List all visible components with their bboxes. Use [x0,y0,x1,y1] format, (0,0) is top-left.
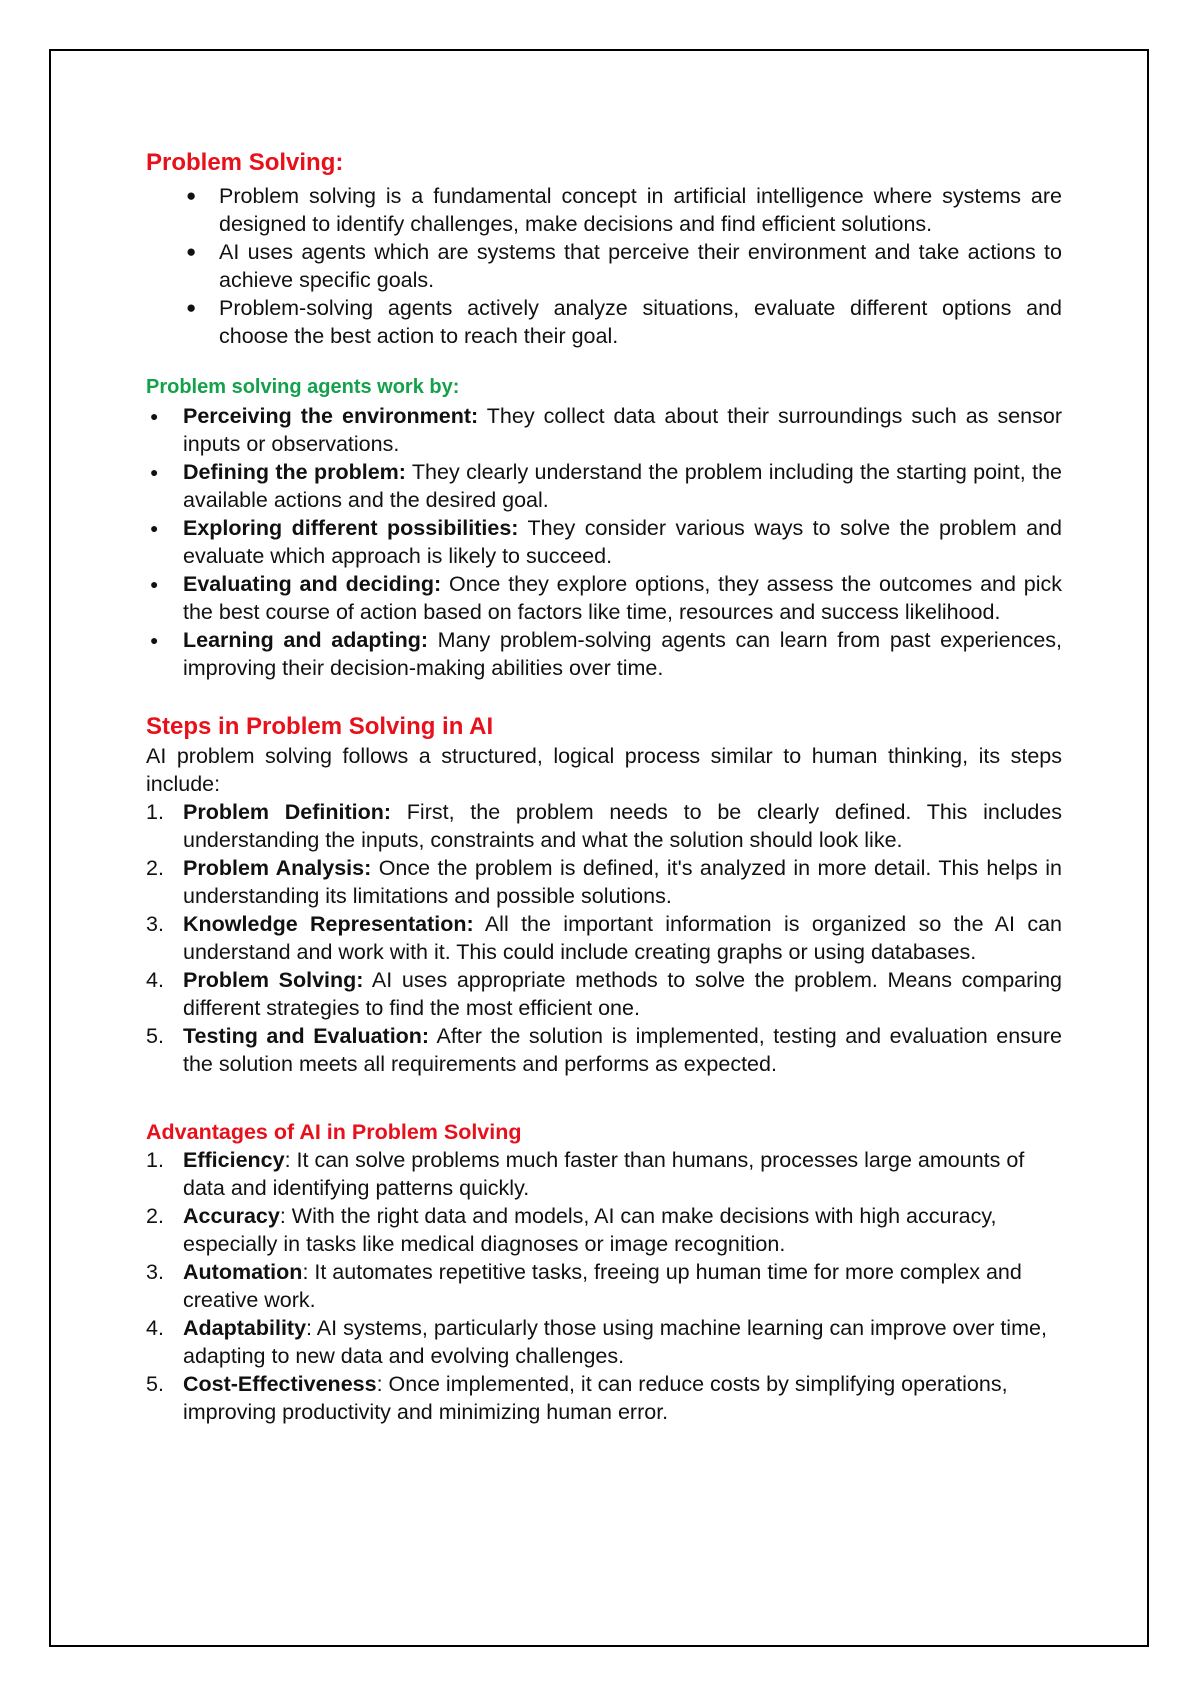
bullet-icon: ● [150,520,159,536]
list-item: 4. Problem Solving: AI uses appropriate methods to solve the problem. Means comparing different strategies to find the most efficient one. [146,968,1062,1020]
heading-steps-in-ai: Steps in Problem Solving in AI [146,713,494,740]
list-item: ● Learning and adapting: Many problem-solving agents can learn from past experiences, improving their decision-making abilities over time. [150,628,1063,680]
list-item: 1. Efficiency: It can solve problems much faster than humans, processes large amounts of data and identifying patterns quickly. [146,1148,1025,1200]
list-item: ● Perceiving the environment: They collect data about their surroundings such as sensor inputs or observations. [150,404,1062,456]
bullet-icon: ● [150,408,159,424]
heading-problem-solving: Problem Solving: [146,149,344,176]
bullet-icon: ● [186,186,197,205]
list-item: ● Exploring different possibilities: They consider various ways to solve the problem and evaluate which approach is likely to succeed. [150,516,1062,568]
document-body [146,148,1062,1426]
bullet-icon: ● [150,632,159,648]
list-item: ● Problem-solving agents actively analyze situations, evaluate different options and choose the best action to reach their goal. [186,296,1062,348]
list-item: 5. Testing and Evaluation: After the solution is implemented, testing and evaluation ensure the solution meets all requirements and performs as expected. [146,1024,1062,1076]
bullet-icon: ● [150,464,159,480]
advantages-list [146,1146,1062,1426]
list-item: 1. Problem Definition: First, the problem needs to be clearly defined. This includes understanding the inputs, constraints and what the solution should look like. [146,800,1062,852]
problem-solving-bullets [146,182,1062,350]
list-item: 4. Adaptability: AI systems, particularly those using machine learning can improve over time, adapting to new data and evolving challenges. [146,1316,1047,1368]
list-item: 5. Cost-Effectiveness: Once implemented, it can reduce costs by simplifying operations, improving productivity and minimizing human error. [146,1372,1008,1424]
heading-agents-work-by: Problem solving agents work by: [146,376,460,398]
list-item: 3. Knowledge Representation: All the important information is organized so the AI can understand and work with it. This could include creating graphs or using databases. [146,912,1063,964]
list-item: ● Problem solving is a fundamental concept in artificial intelligence where systems are designed to identify challenges, make decisions and find efficient solutions. [186,184,1062,236]
steps-list [146,798,1062,1078]
agents-work-list [146,402,1062,682]
list-item: ● Defining the problem: They clearly understand the problem including the starting point, the available actions and the desired goal. [150,460,1062,512]
bullet-icon: ● [150,576,159,592]
list-item: 2. Accuracy: With the right data and models, AI can make decisions with high accuracy, especially in tasks like medical diagnoses or image recognition. [146,1204,997,1256]
heading-advantages: Advantages of AI in Problem Solving [146,1120,522,1144]
list-item: 3. Automation: It automates repetitive tasks, freeing up human time for more complex and creative work. [146,1260,1022,1312]
list-item: ● Evaluating and deciding: Once they explore options, they assess the outcomes and pick the best course of action based on factors like time, resources and success likelihood. [150,572,1062,624]
bullet-icon: ● [186,242,197,261]
steps-intro: AI problem solving follows a structured, logical process similar to human thinking, its steps include: [146,744,1062,796]
list-item: 2. Problem Analysis: Once the problem is defined, it's analyzed in more detail. This helps in understanding its limitations and possible solutions. [146,856,1063,908]
list-item: ● AI uses agents which are systems that perceive their environment and take actions to achieve specific goals. [186,240,1062,292]
bullet-icon: ● [186,298,197,317]
